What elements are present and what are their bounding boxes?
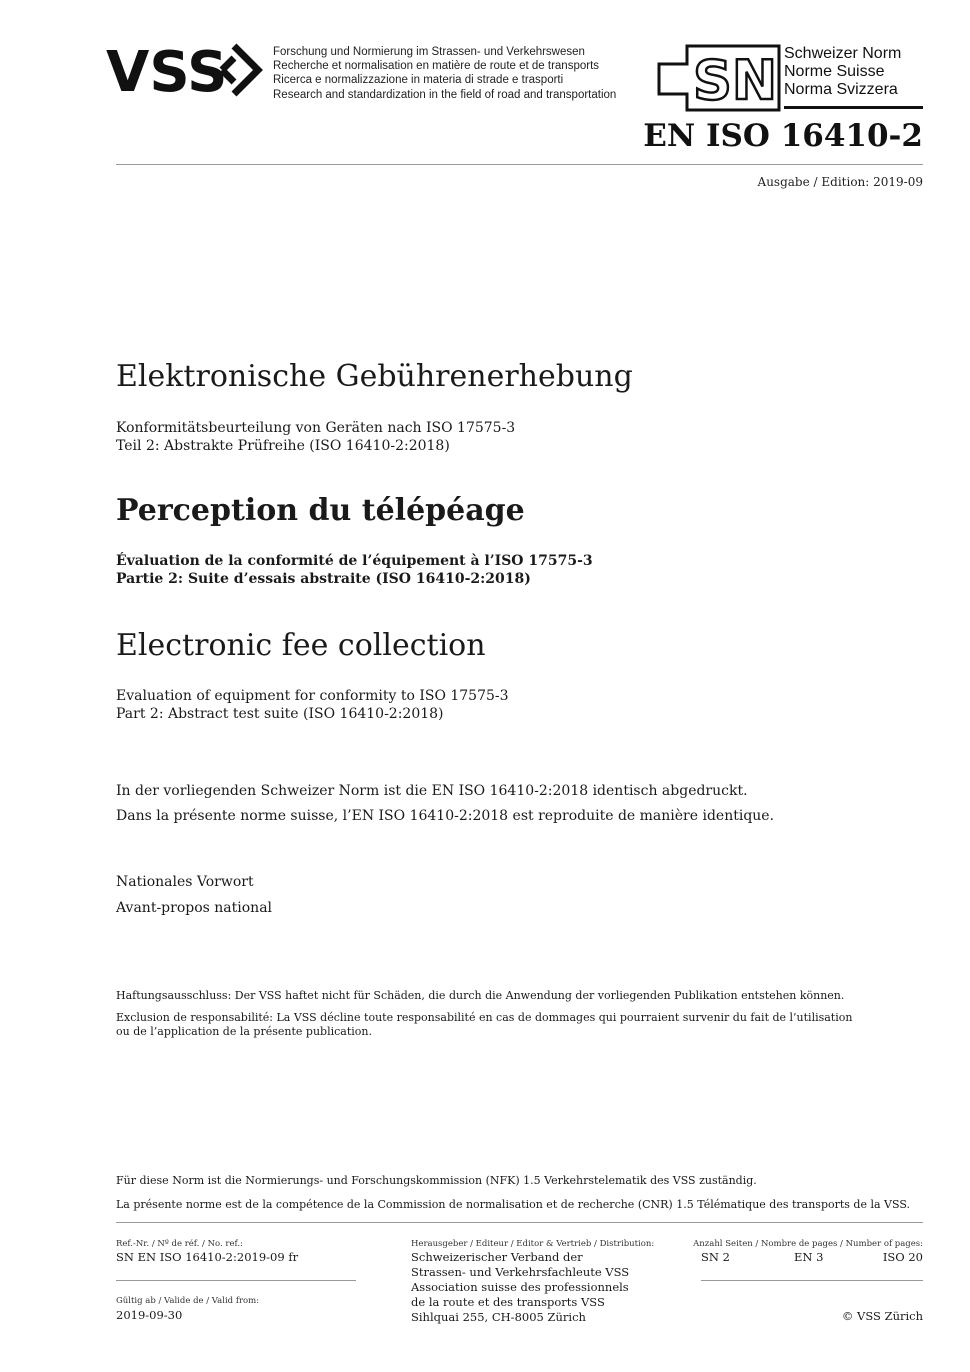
norm-languages [784, 45, 901, 99]
subtitle-de-line2: Teil 2: Abstrakte Prüfreihe (ISO 16410-2:2018) [116, 438, 450, 454]
tagline-fr: Recherche et normalisation en matière de route et de transports [273, 60, 600, 73]
publisher-address [411, 1250, 629, 1325]
publisher-line: Sihlquai 255, CH-8005 Zürich [411, 1310, 586, 1324]
identical-note-fr: Dans la présente norme suisse, l’EN ISO 16410-2:2018 est reproduite de manière identique. [116, 808, 775, 824]
subtitle-fr [116, 552, 593, 588]
disclaimer-fr-line1: Exclusion de responsabilité: La VSS décline toute responsabilité en cas de dommages qui pourraient survenir du fait de l’utilisation [116, 1011, 853, 1024]
identical-note-de: In der vorliegenden Schweizer Norm ist die EN ISO 16410-2:2018 identisch abgedruckt. [116, 783, 748, 799]
disclaimer-fr [116, 1011, 856, 1039]
pages-en: EN 3 [794, 1250, 824, 1264]
pages-label: Anzahl Seiten / Nombre de pages / Number of pages: [693, 1239, 923, 1249]
norm-de: Schweizer Norm [784, 45, 902, 62]
tagline-it: Ricerca e normalizzazione in materia di strade e trasporti [273, 74, 564, 87]
standard-id: EN ISO 16410-2 [643, 118, 923, 154]
norm-it: Norma Svizzera [784, 81, 898, 98]
footer-divider [116, 1222, 923, 1223]
subtitle-fr-line1: Évaluation de la conformité de l’équipement à l’ISO 17575-3 [116, 553, 593, 569]
reference-number: SN EN ISO 16410-2:2019-09 fr [116, 1250, 299, 1264]
tagline-en: Research and standardization in the field of road and transportation [273, 88, 617, 101]
publisher-line: Association suisse des professionnels [411, 1280, 629, 1294]
tagline-de: Forschung und Normierung im Strassen- und Verkehrswesen [273, 46, 585, 58]
footer-col3-divider [701, 1280, 923, 1281]
disclaimer-de: Haftungsausschluss: Der VSS haftet nicht für Schäden, die durch die Anwendung der vorliegenden Publikation entstehen können. [116, 989, 845, 1002]
edition-date: Ausgabe / Edition: 2019-09 [757, 175, 923, 189]
identical-note [116, 779, 774, 829]
norm-fr: Norme Suisse [784, 63, 885, 80]
title-fr: Perception du télépéage [116, 493, 525, 528]
copyright: © VSS Zürich [841, 1309, 923, 1323]
vss-tagline [273, 45, 616, 102]
publisher-line: de la route et des transports VSS [411, 1295, 605, 1309]
subtitle-de-line1: Konformitätsbeurteilung von Geräten nach ISO 17575-3 [116, 420, 516, 436]
foreword-fr: Avant-propos national [116, 900, 273, 916]
valid-from-date: 2019-09-30 [116, 1308, 183, 1322]
subtitle-de [116, 419, 515, 455]
footer-col1-divider [116, 1280, 356, 1281]
committee-note [116, 1169, 910, 1217]
norm-underline [784, 106, 923, 109]
title-de: Elektronische Gebührenerhebung [116, 359, 633, 394]
vss-logo [106, 40, 266, 100]
reference-label: Ref.-Nr. / Nº de réf. / No. ref.: [116, 1239, 243, 1249]
sn-swiss-norm-logo [657, 44, 781, 112]
committee-de: Für diese Norm ist die Normierungs- und Forschungskommission (NFK) 1.5 Verkehrstelematik des VSS zuständig. [116, 1174, 757, 1187]
pages-iso: ISO 20 [882, 1250, 923, 1264]
pages-sn: SN 2 [701, 1250, 730, 1264]
page-counts [701, 1250, 923, 1265]
subtitle-en [116, 687, 509, 723]
publisher-line: Schweizerischer Verband der [411, 1250, 583, 1264]
svg-text:VSS: VSS [106, 40, 228, 100]
foreword-de: Nationales Vorwort [116, 874, 254, 890]
svg-text:SN: SN [693, 49, 778, 112]
committee-fr: La présente norme est de la compétence de la Commission de normalisation et de recherche (CNR) 1.5 Télématique des transports de la VSS. [116, 1198, 910, 1211]
title-en: Electronic fee collection [116, 628, 486, 663]
disclaimer-fr-line2: ou de l’application de la présente publication. [116, 1025, 372, 1038]
publisher-label: Herausgeber / Editeur / Editor & Vertrieb / Distribution: [411, 1239, 655, 1249]
subtitle-en-line1: Evaluation of equipment for conformity to ISO 17575-3 [116, 688, 509, 704]
valid-from-label: Gültig ab / Valide de / Valid from: [116, 1296, 260, 1306]
subtitle-fr-line2: Partie 2: Suite d’essais abstraite (ISO 16410-2:2018) [116, 571, 531, 587]
header-divider [116, 164, 923, 165]
publisher-line: Strassen- und Verkehrsfachleute VSS [411, 1265, 630, 1279]
national-foreword [116, 869, 272, 921]
subtitle-en-line2: Part 2: Abstract test suite (ISO 16410-2:2018) [116, 706, 444, 722]
